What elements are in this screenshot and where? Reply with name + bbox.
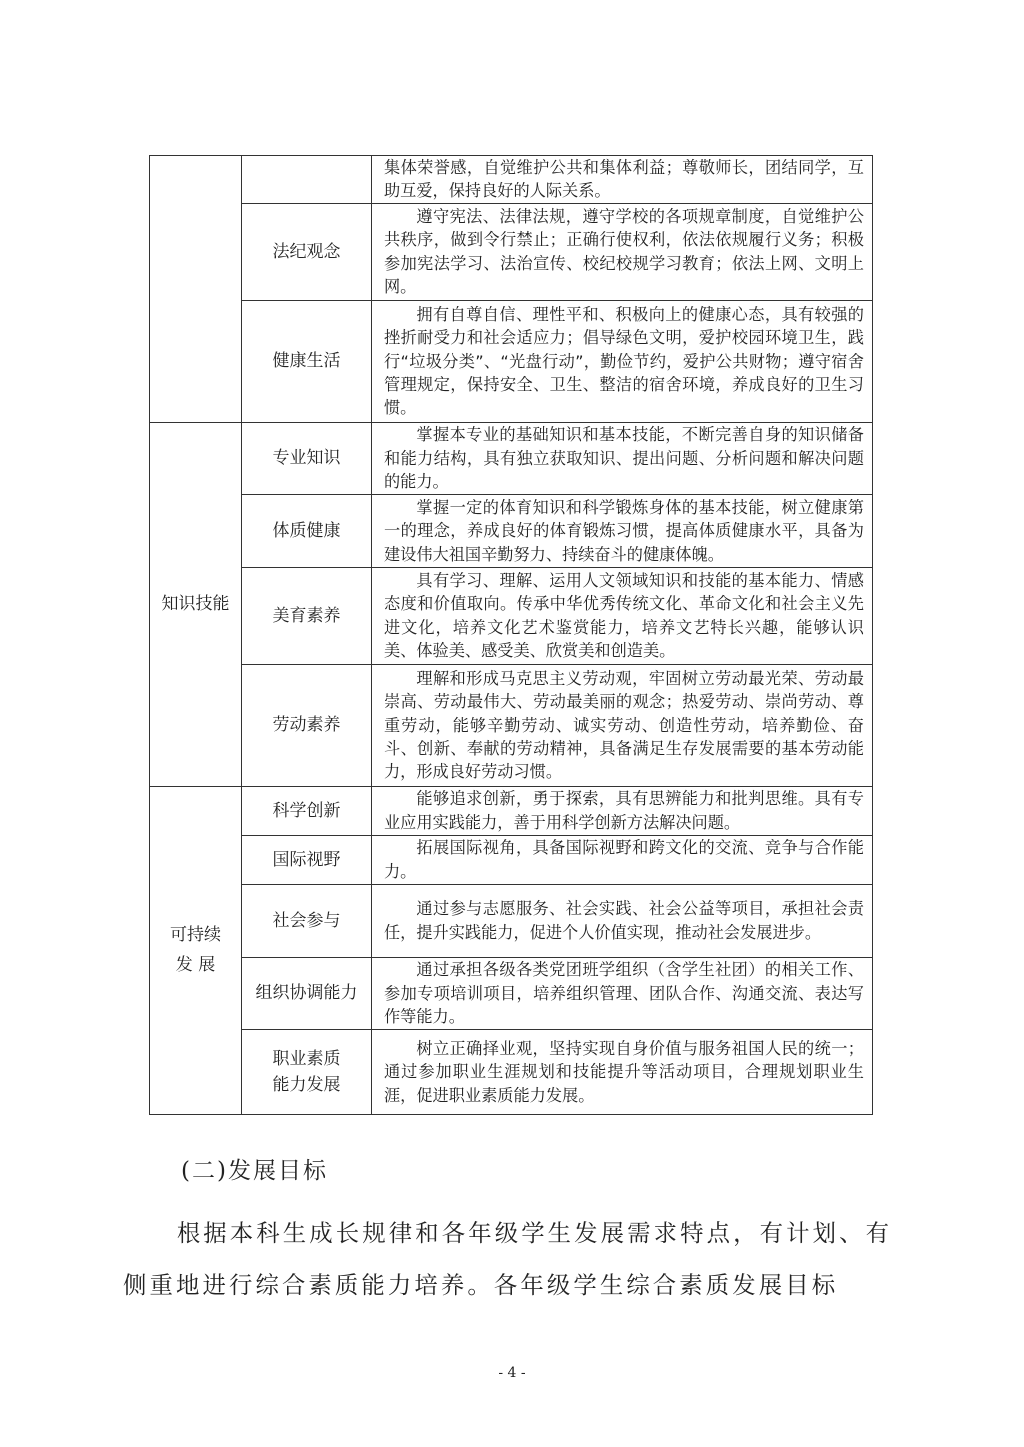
table-row xyxy=(150,422,873,494)
item-description-cell: 集体荣誉感，自觉维护公共和集体利益；尊敬师长，团结同学，互助互爱，保持良好的人际关系。 xyxy=(372,156,873,204)
item-name-cell: 专业知识 xyxy=(242,422,372,494)
item-description-cell: 具有学习、理解、运用人文领域知识和技能的基本能力、情感态度和价值取向。传承中华优秀传统文化、革命文化和社会主义先进文化，培养文化艺术鉴赏能力，培养文艺特长兴趣，能够认识美、体验美、感受美、欣赏美和创造美。 xyxy=(372,567,873,664)
table-row xyxy=(150,300,873,422)
item-description-cell: 遵守宪法、法律法规，遵守学校的各项规章制度，自觉维护公共秩序，做到令行禁止；正确行使权利，依法依规履行义务；积极参加宪法学习、法治宣传、校纪校规学习教育；依法上网、文明上网。 xyxy=(372,203,873,300)
item-name-cell: 社会参与 xyxy=(242,884,372,957)
item-name-cell xyxy=(242,156,372,204)
item-description-cell: 掌握本专业的基础知识和基本技能，不断完善自身的知识储备和能力结构，具有独立获取知识、提出问题、分析问题和解决问题的能力。 xyxy=(372,422,873,494)
item-name-cell: 劳动素养 xyxy=(242,664,372,786)
table-row xyxy=(150,494,873,567)
item-description-cell: 理解和形成马克思主义劳动观，牢固树立劳动最光荣、劳动最崇高、劳动最伟大、劳动最美丽的观念；热爱劳动、崇尚劳动、尊重劳动，能够辛勤劳动、诚实劳动、创造性劳动，培养勤俭、奋斗、创新、奉献的劳动精神，具备满足生存发展需要的基本劳动能力，形成良好劳动习惯。 xyxy=(372,664,873,786)
item-name-cell: 组织协调能力 xyxy=(242,957,372,1029)
item-description-cell: 通过参与志愿服务、社会实践、社会公益等项目，承担社会责任，提升实践能力，促进个人价值实现，推动社会发展进步。 xyxy=(372,884,873,957)
item-name-cell: 体质健康 xyxy=(242,494,372,567)
item-description-cell: 拓展国际视角，具备国际视野和跨文化的交流、竞争与合作能力。 xyxy=(372,835,873,884)
table-row xyxy=(150,1029,873,1114)
body-paragraph: 根据本科生成长规律和各年级学生发展需求特点，有计划、有侧重地进行综合素质能力培养。各年级学生综合素质发展目标 xyxy=(123,1219,893,1299)
item-description-cell: 树立正确择业观，坚持实现自身价值与服务祖国人民的统一；通过参加职业生涯规划和技能提升等活动项目，合理规划职业生涯，促进职业素质能力发展。 xyxy=(372,1029,873,1114)
table-row xyxy=(150,835,873,884)
item-name-cell: 美育素养 xyxy=(242,567,372,664)
table-row xyxy=(150,884,873,957)
table-row xyxy=(150,957,873,1029)
item-name-cell: 健康生活 xyxy=(242,300,372,422)
table-row xyxy=(150,203,873,300)
table-row xyxy=(150,664,873,786)
item-name-cell: 科学创新 xyxy=(242,786,372,835)
item-name-cell: 职业素质能力发展 xyxy=(242,1029,372,1114)
item-description-cell: 通过承担各级各类党团班学组织（含学生社团）的相关工作、参加专项培训项目，培养组织管理、团队合作、沟通交流、表达写作等能力。 xyxy=(372,957,873,1029)
table-row xyxy=(150,567,873,664)
item-description-cell: 掌握一定的体育知识和科学锻炼身体的基本技能，树立健康第一的理念，养成良好的体育锻炼习惯，提高体质健康水平，具备为建设伟大祖国辛勤努力、持续奋斗的健康体魄。 xyxy=(372,494,873,567)
page-number: - 4 - xyxy=(498,1365,526,1381)
quality-standards-table xyxy=(149,155,873,1115)
category-cell: 知识技能 xyxy=(150,422,242,786)
item-description-cell: 能够追求创新，勇于探索，具有思辨能力和批判思维。具有专业应用实践能力，善于用科学创新方法解决问题。 xyxy=(372,786,873,835)
table-row xyxy=(150,156,873,204)
table-row xyxy=(150,786,873,835)
item-description-cell: 拥有自尊自信、理性平和、积极向上的健康心态，具有较强的挫折耐受力和社会适应力；倡导绿色文明，爱护校园环境卫生，践行“垃圾分类”、“光盘行动”，勤俭节约，爱护公共财物；遵守宿舍管理规定，保持安全、卫生、整洁的宿舍环境，养成良好的卫生习惯。 xyxy=(372,300,873,422)
category-cell: 可持续发 展 xyxy=(150,786,242,1114)
item-name-cell: 国际视野 xyxy=(242,835,372,884)
category-cell xyxy=(150,156,242,423)
item-name-cell: 法纪观念 xyxy=(242,203,372,300)
section-heading: (二)发展目标 xyxy=(181,1158,328,1184)
